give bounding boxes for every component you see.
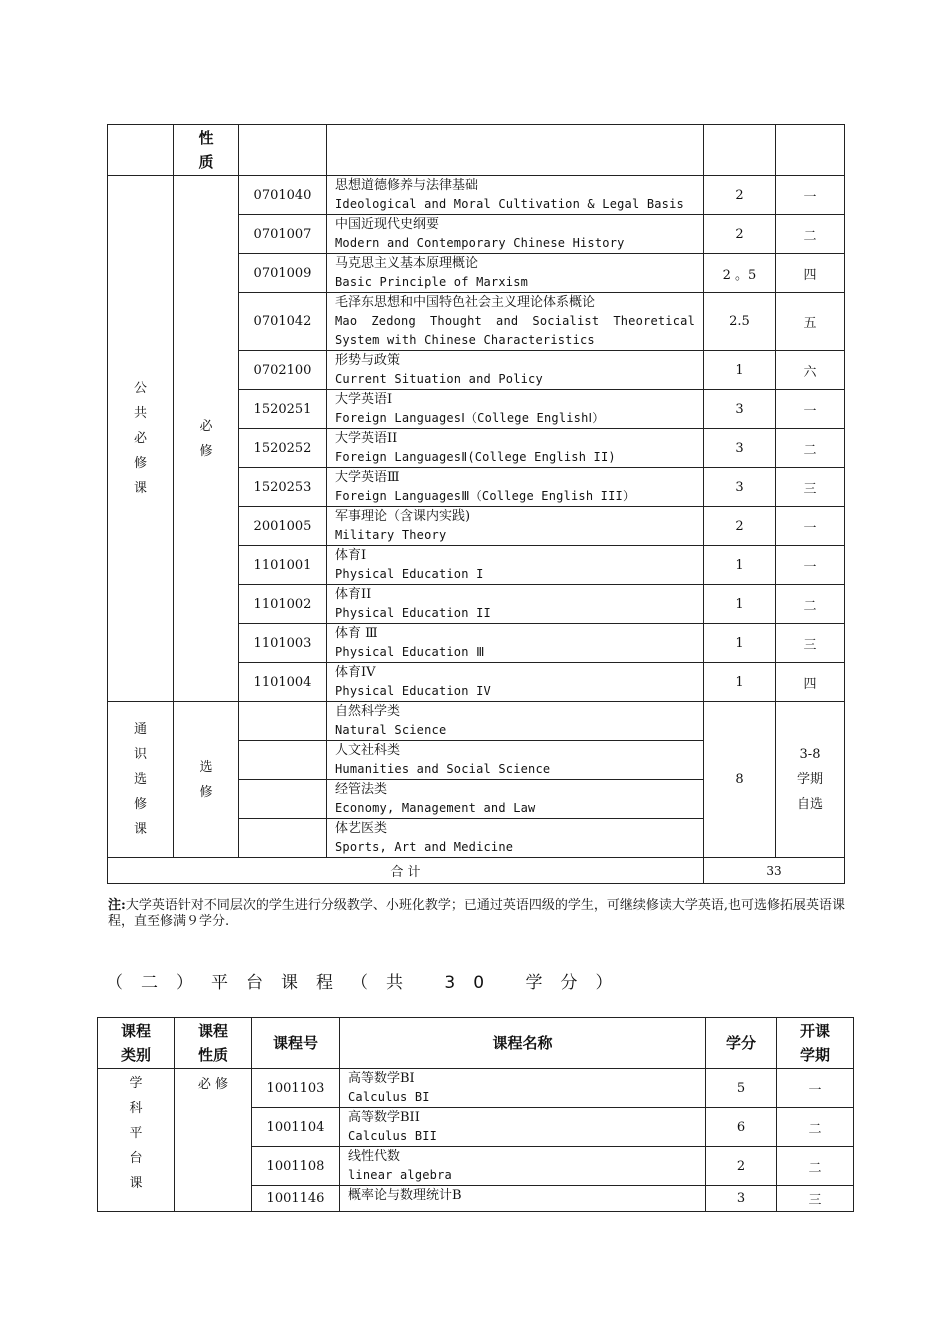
term-cell: 二	[777, 1108, 854, 1147]
course-name-en: Basic Principle of Marxism	[335, 275, 529, 289]
credit-cell: 3	[704, 390, 776, 429]
course-name-zh: 马克思主义基本原理概论	[335, 256, 479, 271]
section-title: （二）平台课程（共 30 学分）	[106, 973, 631, 993]
table1-header-row	[108, 125, 845, 176]
term-cell: 三	[777, 1186, 854, 1212]
table-row	[98, 1069, 854, 1108]
course-name	[327, 819, 704, 858]
course-code: 1001146	[252, 1186, 340, 1212]
course-name	[327, 663, 704, 702]
term-cell: 五	[776, 293, 845, 351]
course-name-en: Physical Education IV	[335, 684, 491, 698]
course-name-en: Current Situation and Policy	[335, 372, 543, 386]
course-name-zh: 大学英语II	[335, 431, 398, 446]
course-name-en: Foreign LanguagesⅡ(College English II)	[335, 450, 616, 464]
course-code: 1101004	[239, 663, 327, 702]
term-cell: 二	[776, 429, 845, 468]
term-cell: 二	[776, 215, 845, 254]
term-cell: 一	[776, 546, 845, 585]
term-cell: 三	[776, 624, 845, 663]
course-name	[327, 176, 704, 215]
course-name-zh: 体育 Ⅲ	[335, 626, 378, 641]
course-code: 1101001	[239, 546, 327, 585]
term-cell: 二	[776, 585, 845, 624]
nature-cell: 选 修	[174, 702, 239, 858]
header-nature: 课程 性质	[175, 1018, 252, 1069]
credit-cell: 8	[704, 702, 776, 858]
course-name-en: Physical Education Ⅲ	[335, 645, 485, 659]
course-code: 1520253	[239, 468, 327, 507]
course-name-zh: 体艺医类	[335, 821, 388, 836]
course-code	[239, 702, 327, 741]
header-nature: 性 质	[174, 125, 239, 176]
course-name	[327, 780, 704, 819]
course-name	[327, 293, 704, 351]
course-code: 1001103	[252, 1069, 340, 1108]
nature-cell: 必 修	[175, 1069, 252, 1212]
header-category: 课程 类别	[98, 1018, 175, 1069]
credit-cell: 2 。5	[704, 254, 776, 293]
course-code: 0701009	[239, 254, 327, 293]
term-cell: 四	[776, 663, 845, 702]
category-cell: 公 共 必 修 课	[108, 176, 174, 702]
course-name	[340, 1186, 706, 1212]
course-name	[327, 507, 704, 546]
credit-cell: 2	[706, 1147, 777, 1186]
course-name	[340, 1069, 706, 1108]
credit-cell: 2	[704, 215, 776, 254]
course-name-en: Military Theory	[335, 528, 447, 542]
course-name-en: Modern and Contemporary Chinese History	[335, 236, 625, 250]
course-code: 1101003	[239, 624, 327, 663]
total-value: 33	[704, 858, 845, 884]
course-code	[239, 780, 327, 819]
course-name	[327, 624, 704, 663]
credit-cell: 1	[704, 663, 776, 702]
course-name	[327, 468, 704, 507]
course-name-en: Economy, Management and Law	[335, 801, 536, 815]
term-cell: 二	[777, 1147, 854, 1186]
credit-cell: 2	[704, 507, 776, 546]
credit-cell: 2.5	[704, 293, 776, 351]
course-code: 1520251	[239, 390, 327, 429]
course-name	[327, 702, 704, 741]
course-code: 0701040	[239, 176, 327, 215]
course-name-zh: 大学英语Ⅰ	[335, 392, 393, 407]
course-code: 1520252	[239, 429, 327, 468]
course-name-zh: 形势与政策	[335, 353, 401, 368]
course-name	[327, 429, 704, 468]
course-name-zh: 经管法类	[335, 782, 388, 797]
header-name: 课程名称	[340, 1018, 706, 1069]
course-name	[327, 254, 704, 293]
credit-cell: 3	[704, 468, 776, 507]
term-cell: 一	[776, 176, 845, 215]
term-cell: 一	[776, 507, 845, 546]
table-row	[108, 702, 845, 741]
table-platform-courses	[97, 1017, 854, 1212]
credit-cell: 3	[706, 1186, 777, 1212]
course-name-zh: 毛泽东思想和中国特色社会主义理论体系概论	[335, 295, 596, 310]
course-code: 0701042	[239, 293, 327, 351]
course-name-en: Mao Zedong Thought and Socialist Theoretical System with Chinese Characteristics	[335, 314, 695, 347]
course-code: 0701007	[239, 215, 327, 254]
term-cell: 3-8 学期 自选	[776, 702, 845, 858]
course-name-zh: 体育IV	[335, 665, 376, 680]
credit-cell: 6	[706, 1108, 777, 1147]
credit-cell: 5	[706, 1069, 777, 1108]
course-name-zh: 概率论与数理统计B	[348, 1188, 462, 1203]
note-text	[108, 898, 856, 930]
course-code: 0702100	[239, 351, 327, 390]
course-name-en: Physical Education I	[335, 567, 484, 581]
course-name-en: Calculus BII	[348, 1129, 438, 1143]
credit-cell: 2	[704, 176, 776, 215]
course-code: 1101002	[239, 585, 327, 624]
course-name-zh: 军事理论（含课内实践)	[335, 509, 471, 524]
course-name-en: Foreign LanguagesⅢ（College English III）	[335, 489, 636, 503]
header-credit: 学分	[706, 1018, 777, 1069]
term-cell: 一	[777, 1069, 854, 1108]
course-name	[327, 215, 704, 254]
course-name-en: Sports, Art and Medicine	[335, 840, 514, 854]
course-name-zh: 线性代数	[348, 1149, 401, 1164]
header-code: 课程号	[252, 1018, 340, 1069]
table-public-required	[107, 124, 845, 884]
course-name-en: Physical Education II	[335, 606, 491, 620]
course-name	[327, 546, 704, 585]
course-name-zh: 高等数学BI	[348, 1071, 415, 1086]
course-name-en: linear algebra	[348, 1168, 452, 1182]
course-name-zh: 体育Ⅰ	[335, 548, 367, 563]
table2-header-row	[98, 1018, 854, 1069]
term-cell: 四	[776, 254, 845, 293]
term-cell: 六	[776, 351, 845, 390]
course-name-zh: 大学英语Ⅲ	[335, 470, 400, 485]
table-row	[108, 176, 845, 215]
category-cell: 通 识 选 修 课	[108, 702, 174, 858]
term-cell: 一	[776, 390, 845, 429]
term-cell: 三	[776, 468, 845, 507]
total-label: 合 计	[108, 858, 704, 884]
credit-cell: 1	[704, 624, 776, 663]
credit-cell: 1	[704, 546, 776, 585]
course-name	[340, 1147, 706, 1186]
course-name-zh: 人文社科类	[335, 743, 401, 758]
header-term: 开课 学期	[777, 1018, 854, 1069]
course-name-zh: 思想道德修养与法律基础	[335, 178, 479, 193]
course-name-zh: 高等数学BII	[348, 1110, 420, 1125]
course-name-en: Ideological and Moral Cultivation & Legal Basis	[335, 197, 684, 211]
course-code: 1001108	[252, 1147, 340, 1186]
credit-cell: 3	[704, 429, 776, 468]
course-name-zh: 体育II	[335, 587, 372, 602]
course-name-en: Foreign LanguagesⅠ（College EnglishⅠ）	[335, 411, 605, 425]
course-name	[327, 351, 704, 390]
course-name	[327, 741, 704, 780]
nature-cell: 必 修	[174, 176, 239, 702]
course-name	[327, 585, 704, 624]
credit-cell: 1	[704, 585, 776, 624]
course-code: 1001104	[252, 1108, 340, 1147]
course-code	[239, 819, 327, 858]
course-name	[327, 390, 704, 429]
course-code	[239, 741, 327, 780]
course-name-en: Humanities and Social Science	[335, 762, 551, 776]
credit-cell: 1	[704, 351, 776, 390]
note-prefix: 注:	[108, 898, 126, 913]
course-name-en: Natural Science	[335, 723, 447, 737]
course-name	[340, 1108, 706, 1147]
course-code: 2001005	[239, 507, 327, 546]
category-cell: 学 科 平 台 课	[98, 1069, 175, 1212]
course-name-zh: 中国近现代史纲要	[335, 217, 440, 232]
total-row	[108, 858, 845, 884]
course-name-en: Calculus BI	[348, 1090, 430, 1104]
course-name-zh: 自然科学类	[335, 704, 401, 719]
note-body: 大学英语针对不同层次的学生进行分级教学、小班化教学；已通过英语四级的学生，可继续修读大学英语,也可选修拓展英语课程，直至修满９学分.	[108, 898, 845, 929]
